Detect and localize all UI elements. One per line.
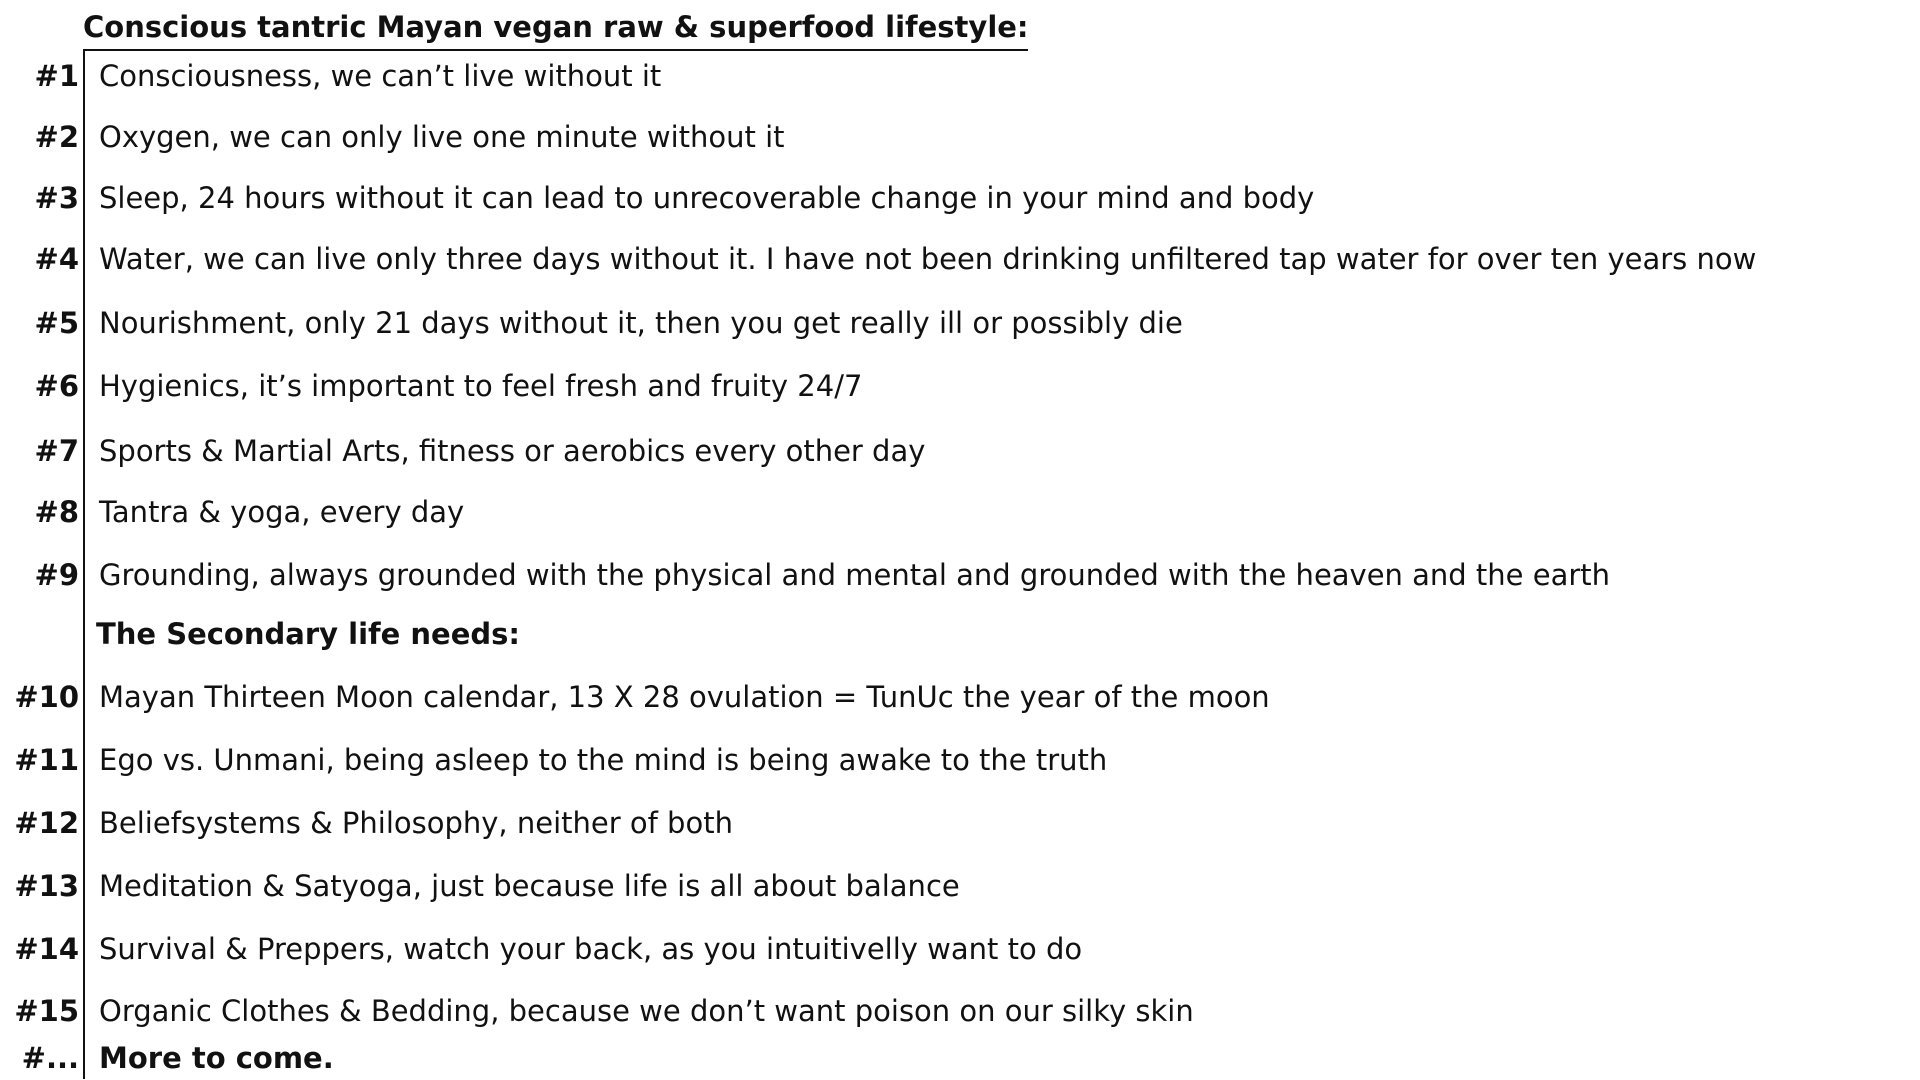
item-text: Survival & Preppers, watch your back, as you intuitivelly want to do: [99, 932, 1083, 966]
item-number: #11: [14, 743, 79, 777]
item-text: Consciousness, we can’t live without it: [99, 59, 662, 93]
item-text: Meditation & Satyoga, just because life is all about balance: [99, 869, 960, 903]
item-text: Grounding, always grounded with the physical and mental and grounded with the heaven and the earth: [99, 558, 1611, 592]
item-text: Tantra & yoga, every day: [99, 495, 465, 529]
item-text: Mayan Thirteen Moon calendar, 13 X 28 ovulation = TunUc the year of the moon: [99, 680, 1270, 714]
item-number: #2: [34, 120, 79, 154]
item-text: Oxygen, we can only live one minute without it: [99, 120, 785, 154]
item-number: #15: [14, 994, 79, 1028]
item-number: #14: [14, 932, 79, 966]
item-text: Beliefsystems & Philosophy, neither of both: [99, 806, 733, 840]
item-number: #9: [34, 558, 79, 592]
item-number: #4: [34, 242, 79, 276]
item-text: Hygienics, it’s important to feel fresh and fruity 24/7: [99, 369, 863, 403]
item-text: Organic Clothes & Bedding, because we don’t want poison on our silky skin: [99, 994, 1194, 1028]
item-number: #...: [21, 1041, 79, 1075]
page-title: Conscious tantric Mayan vegan raw & superfood lifestyle:: [83, 10, 1029, 44]
item-text: Sports & Martial Arts, fitness or aerobics every other day: [99, 434, 926, 468]
item-number: #12: [14, 806, 79, 840]
section-heading: The Secondary life needs:: [96, 617, 520, 651]
item-number: #3: [34, 181, 79, 215]
item-number: #13: [14, 869, 79, 903]
vertical-divider: [83, 49, 85, 1079]
item-number: #7: [34, 434, 79, 468]
footer-text: More to come.: [99, 1041, 334, 1075]
item-number: #10: [14, 680, 79, 714]
item-number: #1: [34, 59, 79, 93]
item-number: #5: [34, 306, 79, 340]
item-number: #6: [34, 369, 79, 403]
item-text: Nourishment, only 21 days without it, then you get really ill or possibly die: [99, 306, 1183, 340]
item-number: #8: [34, 495, 79, 529]
title-underline: [83, 49, 1028, 51]
item-text: Sleep, 24 hours without it can lead to unrecoverable change in your mind and body: [99, 181, 1315, 215]
item-text: Ego vs. Unmani, being asleep to the mind is being awake to the truth: [99, 743, 1108, 777]
item-text: Water, we can live only three days without it. I have not been drinking unfiltered tap water for over ten years now: [99, 242, 1757, 276]
